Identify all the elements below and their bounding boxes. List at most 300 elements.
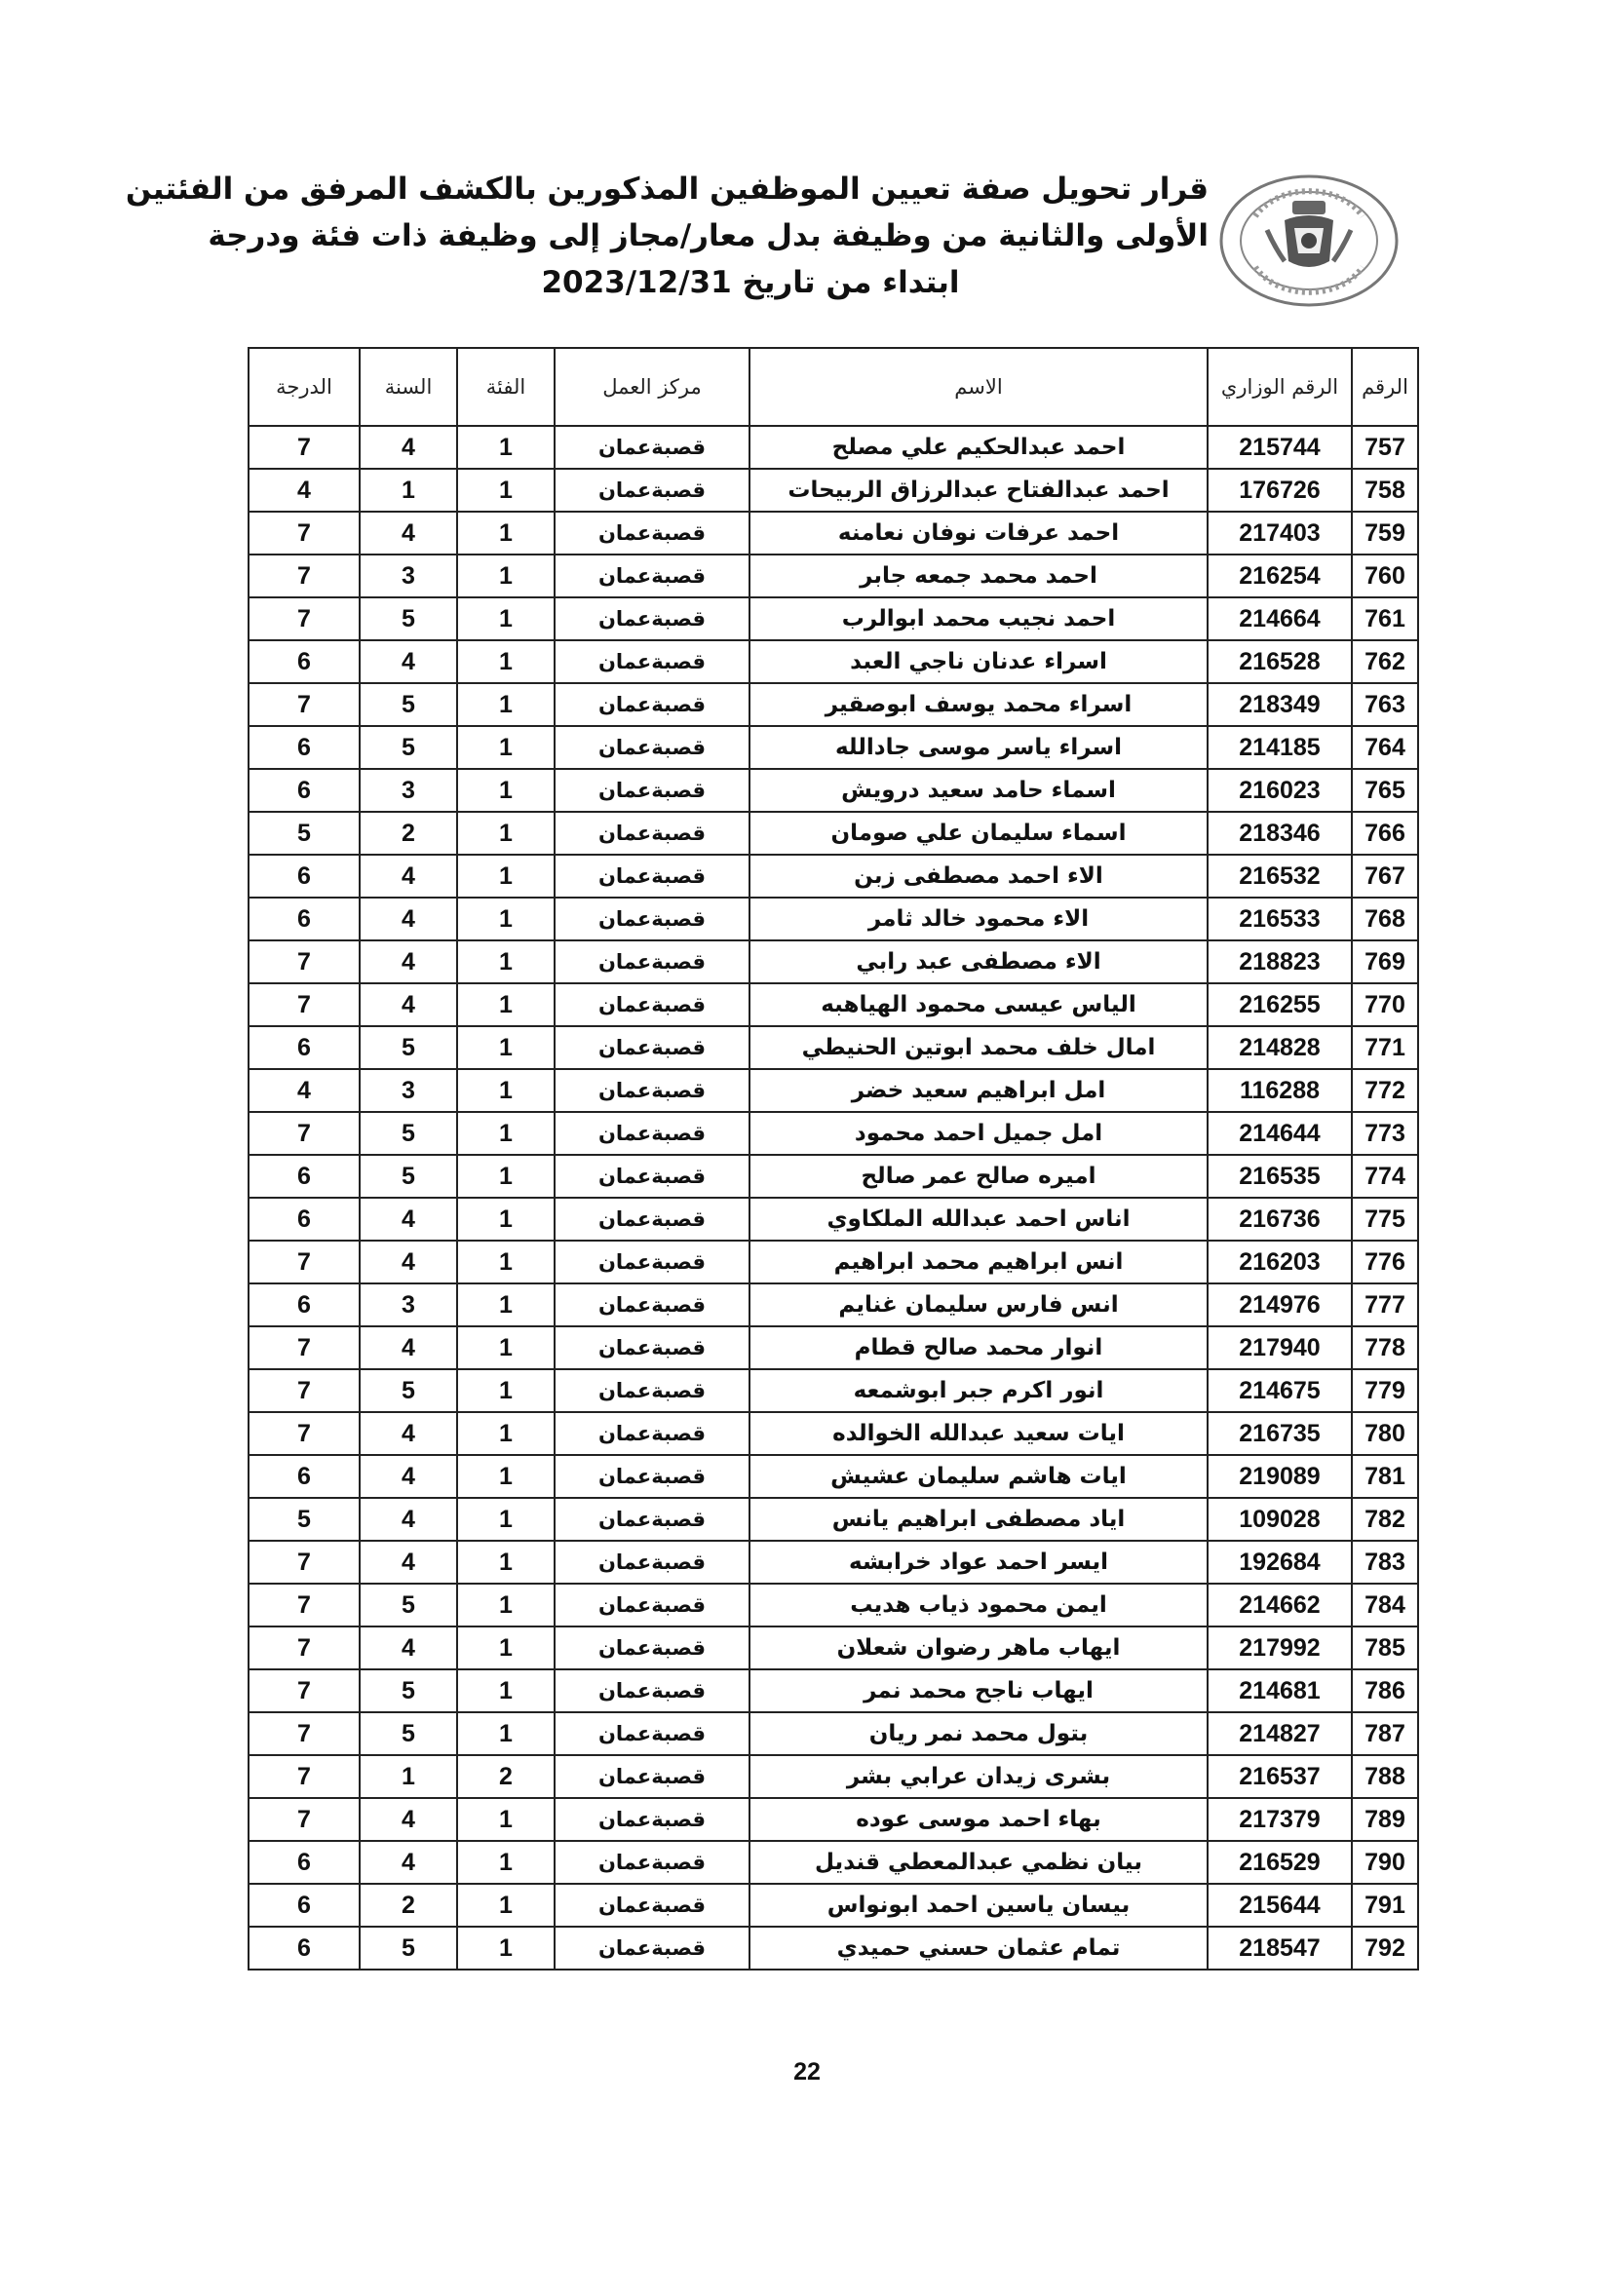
cell-name: اياد مصطفى ابراهيم يانس — [749, 1498, 1208, 1541]
cell-year: 4 — [360, 1798, 457, 1841]
table-row — [249, 1927, 1418, 1970]
cell-grade: 7 — [249, 1112, 360, 1155]
cell-name: بهاء احمد موسى عوده — [749, 1798, 1208, 1841]
header-work-center: مركز العمل — [555, 348, 749, 426]
cell-name: ايهاب ناجح محمد نمر — [749, 1669, 1208, 1712]
cell-ministry-id: 176726 — [1208, 469, 1352, 512]
cell-ministry-id: 214827 — [1208, 1712, 1352, 1755]
header-line-2: الأولى والثانية من وظيفة بدل معار/مجاز إلى وظيفة ذات فئة ودرجة — [208, 218, 1209, 253]
cell-ministry-id: 216537 — [1208, 1755, 1352, 1798]
cell-ministry-id: 219089 — [1208, 1455, 1352, 1498]
cell-serial: 782 — [1352, 1498, 1418, 1541]
cell-year: 2 — [360, 1884, 457, 1927]
table-row — [249, 1712, 1418, 1755]
cell-category: 1 — [457, 555, 555, 597]
cell-category: 1 — [457, 726, 555, 769]
cell-year: 4 — [360, 512, 457, 555]
cell-serial: 757 — [1352, 426, 1418, 469]
cell-category: 1 — [457, 1669, 555, 1712]
cell-ministry-id: 214644 — [1208, 1112, 1352, 1155]
cell-ministry-id: 116288 — [1208, 1069, 1352, 1112]
cell-year: 5 — [360, 1669, 457, 1712]
cell-ministry-id: 214675 — [1208, 1369, 1352, 1412]
cell-name: اسماء سليمان علي صومان — [749, 812, 1208, 855]
cell-category: 1 — [457, 512, 555, 555]
header-grade: الدرجة — [249, 348, 360, 426]
cell-serial: 789 — [1352, 1798, 1418, 1841]
cell-category: 1 — [457, 1069, 555, 1112]
header-ministry-id: الرقم الوزاري — [1208, 348, 1352, 426]
cell-work-center: قصبةعمان — [555, 1884, 749, 1927]
cell-serial: 784 — [1352, 1584, 1418, 1626]
cell-grade: 7 — [249, 940, 360, 983]
cell-grade: 6 — [249, 1283, 360, 1326]
cell-ministry-id: 216736 — [1208, 1198, 1352, 1241]
header-serial: الرقم — [1352, 348, 1418, 426]
cell-ministry-id: 217992 — [1208, 1626, 1352, 1669]
cell-category: 1 — [457, 1241, 555, 1283]
cell-year: 5 — [360, 726, 457, 769]
cell-work-center: قصبةعمان — [555, 512, 749, 555]
table-row — [249, 1069, 1418, 1112]
table-row — [249, 426, 1418, 469]
cell-name: اميره صالح عمر صالح — [749, 1155, 1208, 1198]
cell-grade: 4 — [249, 1069, 360, 1112]
cell-name: انور اكرم جبر ابوشمعه — [749, 1369, 1208, 1412]
table-body — [249, 426, 1418, 1970]
cell-serial: 771 — [1352, 1026, 1418, 1069]
cell-grade: 5 — [249, 812, 360, 855]
cell-year: 4 — [360, 426, 457, 469]
cell-grade: 5 — [249, 1498, 360, 1541]
cell-work-center: قصبةعمان — [555, 683, 749, 726]
cell-category: 1 — [457, 1369, 555, 1412]
cell-category: 1 — [457, 469, 555, 512]
cell-ministry-id: 216203 — [1208, 1241, 1352, 1283]
cell-serial: 774 — [1352, 1155, 1418, 1198]
cell-category: 1 — [457, 940, 555, 983]
cell-category: 1 — [457, 1112, 555, 1155]
table-row — [249, 1455, 1418, 1498]
employee-table — [248, 347, 1419, 1971]
cell-category: 1 — [457, 1927, 555, 1970]
table-row — [249, 1326, 1418, 1369]
cell-category: 1 — [457, 1498, 555, 1541]
cell-category: 1 — [457, 1584, 555, 1626]
cell-name: ايهاب ماهر رضوان شعلان — [749, 1626, 1208, 1669]
cell-name: بيان نظمي عبدالمعطي قنديل — [749, 1841, 1208, 1884]
cell-category: 1 — [457, 769, 555, 812]
cell-grade: 7 — [249, 512, 360, 555]
cell-work-center: قصبةعمان — [555, 1155, 749, 1198]
cell-year: 3 — [360, 1283, 457, 1326]
cell-name: الاء محمود خالد ثامر — [749, 898, 1208, 940]
table-row — [249, 1755, 1418, 1798]
cell-serial: 769 — [1352, 940, 1418, 983]
cell-serial: 772 — [1352, 1069, 1418, 1112]
cell-name: انس ابراهيم محمد ابراهيم — [749, 1241, 1208, 1283]
cell-work-center: قصبةعمان — [555, 597, 749, 640]
cell-name: بتول محمد نمر ريان — [749, 1712, 1208, 1755]
table-row — [249, 726, 1418, 769]
cell-year: 4 — [360, 640, 457, 683]
cell-grade: 6 — [249, 1026, 360, 1069]
cell-category: 1 — [457, 855, 555, 898]
cell-name: اسراء محمد يوسف ابوصقير — [749, 683, 1208, 726]
table-row — [249, 1026, 1418, 1069]
table-row — [249, 640, 1418, 683]
cell-name: احمد عبدالحكيم علي مصلح — [749, 426, 1208, 469]
cell-ministry-id: 218346 — [1208, 812, 1352, 855]
cell-work-center: قصبةعمان — [555, 1669, 749, 1712]
cell-year: 3 — [360, 1069, 457, 1112]
cell-serial: 762 — [1352, 640, 1418, 683]
cell-work-center: قصبةعمان — [555, 1326, 749, 1369]
cell-year: 5 — [360, 1026, 457, 1069]
table-row — [249, 1155, 1418, 1198]
table-row — [249, 1626, 1418, 1669]
cell-work-center: قصبةعمان — [555, 726, 749, 769]
cell-ministry-id: 192684 — [1208, 1541, 1352, 1584]
cell-name: اناس احمد عبدالله الملكاوي — [749, 1198, 1208, 1241]
table-row — [249, 769, 1418, 812]
cell-year: 4 — [360, 855, 457, 898]
cell-work-center: قصبةعمان — [555, 1584, 749, 1626]
cell-name: الياس عيسى محمود الهياهبه — [749, 983, 1208, 1026]
cell-year: 4 — [360, 1412, 457, 1455]
cell-year: 4 — [360, 1841, 457, 1884]
cell-year: 4 — [360, 1626, 457, 1669]
cell-work-center: قصبةعمان — [555, 1841, 749, 1884]
cell-ministry-id: 216023 — [1208, 769, 1352, 812]
cell-year: 4 — [360, 1326, 457, 1369]
cell-serial: 758 — [1352, 469, 1418, 512]
cell-year: 4 — [360, 1198, 457, 1241]
cell-serial: 791 — [1352, 1884, 1418, 1927]
cell-name: تمام عثمان حسني حميدي — [749, 1927, 1208, 1970]
cell-serial: 765 — [1352, 769, 1418, 812]
cell-ministry-id: 217379 — [1208, 1798, 1352, 1841]
cell-year: 5 — [360, 1155, 457, 1198]
cell-grade: 6 — [249, 1155, 360, 1198]
cell-work-center: قصبةعمان — [555, 769, 749, 812]
table-row — [249, 855, 1418, 898]
cell-category: 1 — [457, 812, 555, 855]
cell-year: 4 — [360, 1541, 457, 1584]
cell-name: بشرى زيدان عرابي بشر — [749, 1755, 1208, 1798]
cell-name: اسراء ياسر موسى جادالله — [749, 726, 1208, 769]
cell-year: 4 — [360, 940, 457, 983]
cell-ministry-id: 214681 — [1208, 1669, 1352, 1712]
cell-year: 5 — [360, 683, 457, 726]
cell-grade: 6 — [249, 898, 360, 940]
cell-name: احمد عرفات نوفان نعامنه — [749, 512, 1208, 555]
table-row — [249, 1584, 1418, 1626]
cell-name: الاء مصطفى عبد رابي — [749, 940, 1208, 983]
cell-work-center: قصبةعمان — [555, 1927, 749, 1970]
cell-ministry-id: 215644 — [1208, 1884, 1352, 1927]
cell-name: ايمن محمود ذياب هديب — [749, 1584, 1208, 1626]
cell-year: 1 — [360, 469, 457, 512]
cell-year: 3 — [360, 555, 457, 597]
cell-work-center: قصبةعمان — [555, 1626, 749, 1669]
cell-ministry-id: 216532 — [1208, 855, 1352, 898]
cell-grade: 7 — [249, 983, 360, 1026]
table-row — [249, 983, 1418, 1026]
cell-ministry-id: 218349 — [1208, 683, 1352, 726]
cell-ministry-id: 214664 — [1208, 597, 1352, 640]
cell-grade: 7 — [249, 1369, 360, 1412]
cell-ministry-id: 216735 — [1208, 1412, 1352, 1455]
cell-grade: 7 — [249, 1669, 360, 1712]
cell-serial: 788 — [1352, 1755, 1418, 1798]
cell-category: 1 — [457, 1283, 555, 1326]
table-row — [249, 1112, 1418, 1155]
cell-ministry-id: 218547 — [1208, 1927, 1352, 1970]
cell-grade: 6 — [249, 640, 360, 683]
cell-grade: 7 — [249, 1241, 360, 1283]
cell-name: بيسان ياسين احمد ابونواس — [749, 1884, 1208, 1927]
cell-grade: 6 — [249, 1841, 360, 1884]
cell-category: 1 — [457, 426, 555, 469]
cell-serial: 787 — [1352, 1712, 1418, 1755]
cell-category: 1 — [457, 898, 555, 940]
cell-work-center: قصبةعمان — [555, 555, 749, 597]
cell-grade: 7 — [249, 1712, 360, 1755]
cell-ministry-id: 217403 — [1208, 512, 1352, 555]
cell-category: 1 — [457, 1712, 555, 1755]
cell-category: 1 — [457, 1798, 555, 1841]
cell-grade: 6 — [249, 1884, 360, 1927]
table-row — [249, 1541, 1418, 1584]
cell-grade: 7 — [249, 426, 360, 469]
table-row — [249, 469, 1418, 512]
cell-category: 1 — [457, 1326, 555, 1369]
cell-year: 5 — [360, 597, 457, 640]
cell-ministry-id: 216255 — [1208, 983, 1352, 1026]
cell-work-center: قصبةعمان — [555, 1069, 749, 1112]
cell-serial: 776 — [1352, 1241, 1418, 1283]
cell-ministry-id: 214976 — [1208, 1283, 1352, 1326]
cell-serial: 766 — [1352, 812, 1418, 855]
cell-grade: 6 — [249, 726, 360, 769]
cell-grade: 6 — [249, 1198, 360, 1241]
cell-grade: 6 — [249, 1927, 360, 1970]
cell-grade: 7 — [249, 1755, 360, 1798]
cell-grade: 6 — [249, 1455, 360, 1498]
cell-category: 1 — [457, 1841, 555, 1884]
cell-serial: 780 — [1352, 1412, 1418, 1455]
cell-serial: 775 — [1352, 1198, 1418, 1241]
table-row — [249, 683, 1418, 726]
cell-category: 1 — [457, 1412, 555, 1455]
cell-serial: 763 — [1352, 683, 1418, 726]
cell-category: 1 — [457, 1198, 555, 1241]
cell-category: 1 — [457, 1455, 555, 1498]
page-number: 22 — [793, 2058, 821, 2086]
cell-work-center: قصبةعمان — [555, 1498, 749, 1541]
cell-ministry-id: 218823 — [1208, 940, 1352, 983]
cell-grade: 7 — [249, 1541, 360, 1584]
cell-serial: 764 — [1352, 726, 1418, 769]
cell-category: 1 — [457, 1026, 555, 1069]
cell-grade: 7 — [249, 1626, 360, 1669]
cell-work-center: قصبةعمان — [555, 426, 749, 469]
decision-header — [125, 166, 1209, 306]
table-row — [249, 512, 1418, 555]
cell-serial: 790 — [1352, 1841, 1418, 1884]
cell-year: 5 — [360, 1112, 457, 1155]
cell-grade: 7 — [249, 683, 360, 726]
table-header-row — [249, 348, 1418, 426]
cell-name: ايات سعيد عبدالله الخوالده — [749, 1412, 1208, 1455]
cell-serial: 783 — [1352, 1541, 1418, 1584]
header-line-1: قرار تحويل صفة تعيين الموظفين المذكورين بالكشف المرفق من الفئتين — [125, 172, 1209, 207]
table-row — [249, 1798, 1418, 1841]
cell-ministry-id: 216528 — [1208, 640, 1352, 683]
cell-year: 4 — [360, 898, 457, 940]
table-row — [249, 1841, 1418, 1884]
table-row — [249, 597, 1418, 640]
cell-work-center: قصبةعمان — [555, 1755, 749, 1798]
cell-year: 3 — [360, 769, 457, 812]
cell-year: 5 — [360, 1927, 457, 1970]
cell-category: 2 — [457, 1755, 555, 1798]
header-category: الفئة — [457, 348, 555, 426]
cell-name: اسماء حامد سعيد درويش — [749, 769, 1208, 812]
cell-year: 4 — [360, 1498, 457, 1541]
cell-serial: 781 — [1352, 1455, 1418, 1498]
header-line-3: ابتداء من تاريخ 2023/12/31 — [541, 265, 960, 300]
cell-grade: 7 — [249, 555, 360, 597]
cell-work-center: قصبةعمان — [555, 640, 749, 683]
cell-name: امل جميل احمد محمود — [749, 1112, 1208, 1155]
cell-name: احمد نجيب محمد ابوالرب — [749, 597, 1208, 640]
cell-serial: 761 — [1352, 597, 1418, 640]
cell-category: 1 — [457, 597, 555, 640]
cell-year: 1 — [360, 1755, 457, 1798]
cell-work-center: قصبةعمان — [555, 855, 749, 898]
header-name: الاسم — [749, 348, 1208, 426]
cell-name: ايات هاشم سليمان عشيش — [749, 1455, 1208, 1498]
table-row — [249, 555, 1418, 597]
cell-category: 1 — [457, 1155, 555, 1198]
cell-year: 5 — [360, 1712, 457, 1755]
cell-grade: 7 — [249, 1326, 360, 1369]
cell-year: 4 — [360, 1241, 457, 1283]
cell-name: انوار محمد صالح قطام — [749, 1326, 1208, 1369]
cell-serial: 767 — [1352, 855, 1418, 898]
cell-year: 5 — [360, 1369, 457, 1412]
cell-name: ايسر احمد عواد خرابشه — [749, 1541, 1208, 1584]
cell-serial: 792 — [1352, 1927, 1418, 1970]
table-row — [249, 1669, 1418, 1712]
cell-ministry-id: 214662 — [1208, 1584, 1352, 1626]
header-year: السنة — [360, 348, 457, 426]
cell-serial: 773 — [1352, 1112, 1418, 1155]
cell-work-center: قصبةعمان — [555, 1112, 749, 1155]
cell-work-center: قصبةعمان — [555, 1412, 749, 1455]
cell-grade: 6 — [249, 855, 360, 898]
cell-ministry-id: 217940 — [1208, 1326, 1352, 1369]
cell-name: اسراء عدنان ناجي العبد — [749, 640, 1208, 683]
cell-work-center: قصبةعمان — [555, 898, 749, 940]
cell-serial: 779 — [1352, 1369, 1418, 1412]
table-row — [249, 1884, 1418, 1927]
cell-ministry-id: 109028 — [1208, 1498, 1352, 1541]
cell-category: 1 — [457, 1884, 555, 1927]
cell-work-center: قصبةعمان — [555, 1241, 749, 1283]
table-row — [249, 1283, 1418, 1326]
cell-grade: 6 — [249, 769, 360, 812]
cell-grade: 4 — [249, 469, 360, 512]
cell-name: الاء احمد مصطفى زبن — [749, 855, 1208, 898]
cell-serial: 778 — [1352, 1326, 1418, 1369]
cell-work-center: قصبةعمان — [555, 1712, 749, 1755]
cell-work-center: قصبةعمان — [555, 1369, 749, 1412]
cell-category: 1 — [457, 1626, 555, 1669]
table-row — [249, 1498, 1418, 1541]
cell-grade: 7 — [249, 1412, 360, 1455]
cell-ministry-id: 216535 — [1208, 1155, 1352, 1198]
cell-work-center: قصبةعمان — [555, 1541, 749, 1584]
cell-category: 1 — [457, 640, 555, 683]
cell-ministry-id: 215744 — [1208, 426, 1352, 469]
cell-grade: 7 — [249, 1798, 360, 1841]
cell-ministry-id: 214828 — [1208, 1026, 1352, 1069]
table-row — [249, 940, 1418, 983]
cell-ministry-id: 216254 — [1208, 555, 1352, 597]
cell-work-center: قصبةعمان — [555, 812, 749, 855]
cell-category: 1 — [457, 683, 555, 726]
cell-work-center: قصبةعمان — [555, 1798, 749, 1841]
cell-name: احمد محمد جمعه جابر — [749, 555, 1208, 597]
table-row — [249, 1369, 1418, 1412]
cell-work-center: قصبةعمان — [555, 1026, 749, 1069]
cell-work-center: قصبةعمان — [555, 1198, 749, 1241]
cell-work-center: قصبةعمان — [555, 940, 749, 983]
cell-year: 5 — [360, 1584, 457, 1626]
cell-serial: 785 — [1352, 1626, 1418, 1669]
table-row — [249, 1241, 1418, 1283]
cell-category: 1 — [457, 983, 555, 1026]
cell-serial: 786 — [1352, 1669, 1418, 1712]
ministry-seal-logo — [1216, 172, 1402, 310]
cell-name: احمد عبدالفتاح عبدالرزاق الربيحات — [749, 469, 1208, 512]
cell-grade: 7 — [249, 1584, 360, 1626]
cell-work-center: قصبةعمان — [555, 1283, 749, 1326]
cell-ministry-id: 216529 — [1208, 1841, 1352, 1884]
cell-serial: 770 — [1352, 983, 1418, 1026]
table-row — [249, 1412, 1418, 1455]
cell-name: امل ابراهيم سعيد خضر — [749, 1069, 1208, 1112]
cell-serial: 768 — [1352, 898, 1418, 940]
cell-serial: 777 — [1352, 1283, 1418, 1326]
cell-grade: 7 — [249, 597, 360, 640]
cell-serial: 759 — [1352, 512, 1418, 555]
cell-category: 1 — [457, 1541, 555, 1584]
cell-serial: 760 — [1352, 555, 1418, 597]
table-row — [249, 898, 1418, 940]
cell-name: انس فارس سليمان غنايم — [749, 1283, 1208, 1326]
cell-ministry-id: 214185 — [1208, 726, 1352, 769]
cell-work-center: قصبةعمان — [555, 983, 749, 1026]
cell-ministry-id: 216533 — [1208, 898, 1352, 940]
cell-year: 2 — [360, 812, 457, 855]
cell-work-center: قصبةعمان — [555, 1455, 749, 1498]
cell-year: 4 — [360, 1455, 457, 1498]
cell-year: 4 — [360, 983, 457, 1026]
